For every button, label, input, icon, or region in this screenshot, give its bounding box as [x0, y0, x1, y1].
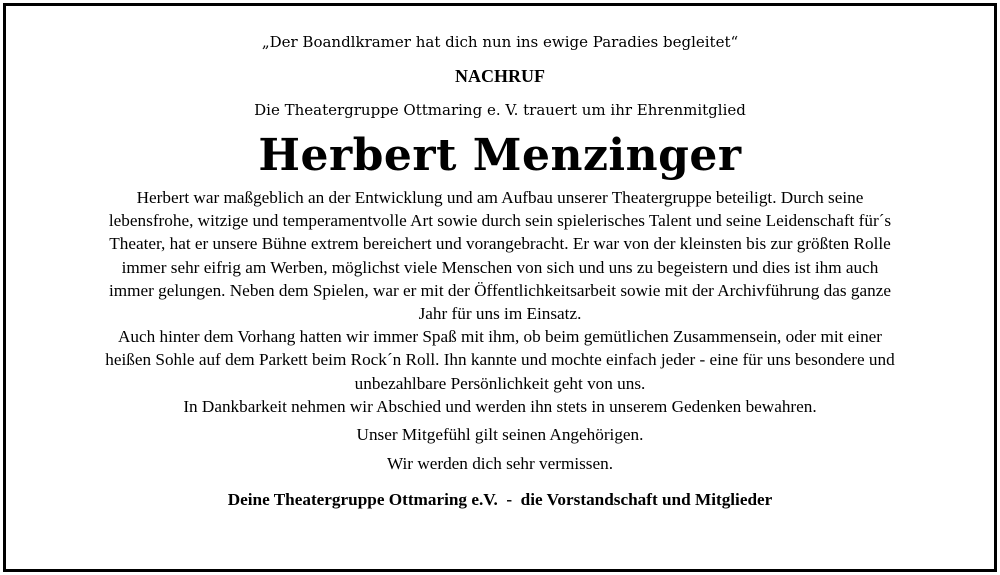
- intro-line: Die Theatergruppe Ottmaring e. V. trauert um ihr Ehrenmitglied: [254, 101, 746, 119]
- text-line: immer sehr eifrig am Werben, möglichst viele Menschen von sich und uns zu begeistern und dies ist ihm auch: [121, 257, 879, 277]
- obituary-body: [46, 186, 954, 418]
- paragraph-tribute: [46, 186, 954, 325]
- obituary-frame: [3, 3, 997, 572]
- obituary-content: [46, 30, 954, 512]
- deceased-name: Herbert Menzinger: [258, 130, 742, 181]
- condolence-line: Unser Mitgefühl gilt seinen Angehörigen.: [356, 425, 644, 445]
- signature-line: Deine Theatergruppe Ottmaring e.V. - die Vorstandschaft und Mitglieder: [227, 490, 773, 510]
- obituary-heading: NACHRUF: [455, 66, 545, 86]
- text-line: heißen Sohle auf dem Parkett beim Rock´n Roll. Ihn kannte und mochte einfach jeder - eine für uns besondere und: [105, 350, 895, 370]
- text-line: Jahr für uns im Einsatz.: [418, 304, 582, 324]
- text-line: lebensfrohe, witzige und temperamentvolle Art sowie durch sein spielerisches Talent und seine Leidenschaft für´s: [108, 211, 892, 231]
- text-line: immer gelungen. Neben dem Spielen, war er mit der Öffentlichkeitsarbeit sowie mit der Archivführung das ganze: [109, 280, 891, 300]
- paragraph-memories: [46, 325, 954, 395]
- quote-line: „Der Boandlkramer hat dich nun ins ewige Paradies begleitet“: [261, 33, 739, 51]
- text-line: Theater, hat er unsere Bühne extrem bereichert und vorangebracht. Er war von der kleinsten bis zur größten Rolle: [109, 234, 891, 254]
- text-line: Auch hinter dem Vorhang hatten wir immer Spaß mit ihm, ob beim gemütlichen Zusammensein, oder mit einer: [117, 327, 883, 347]
- paragraph-gratitude: In Dankbarkeit nehmen wir Abschied und werden ihn stets in unserem Gedenken bewahren.: [183, 396, 817, 416]
- text-line: unbezahlbare Persönlichkeit geht von uns.: [354, 373, 646, 393]
- text-line: Herbert war maßgeblich an der Entwicklung und am Aufbau unserer Theatergruppe beteiligt. Durch seine: [136, 188, 864, 207]
- farewell-line: Wir werden dich sehr vermissen.: [386, 454, 613, 474]
